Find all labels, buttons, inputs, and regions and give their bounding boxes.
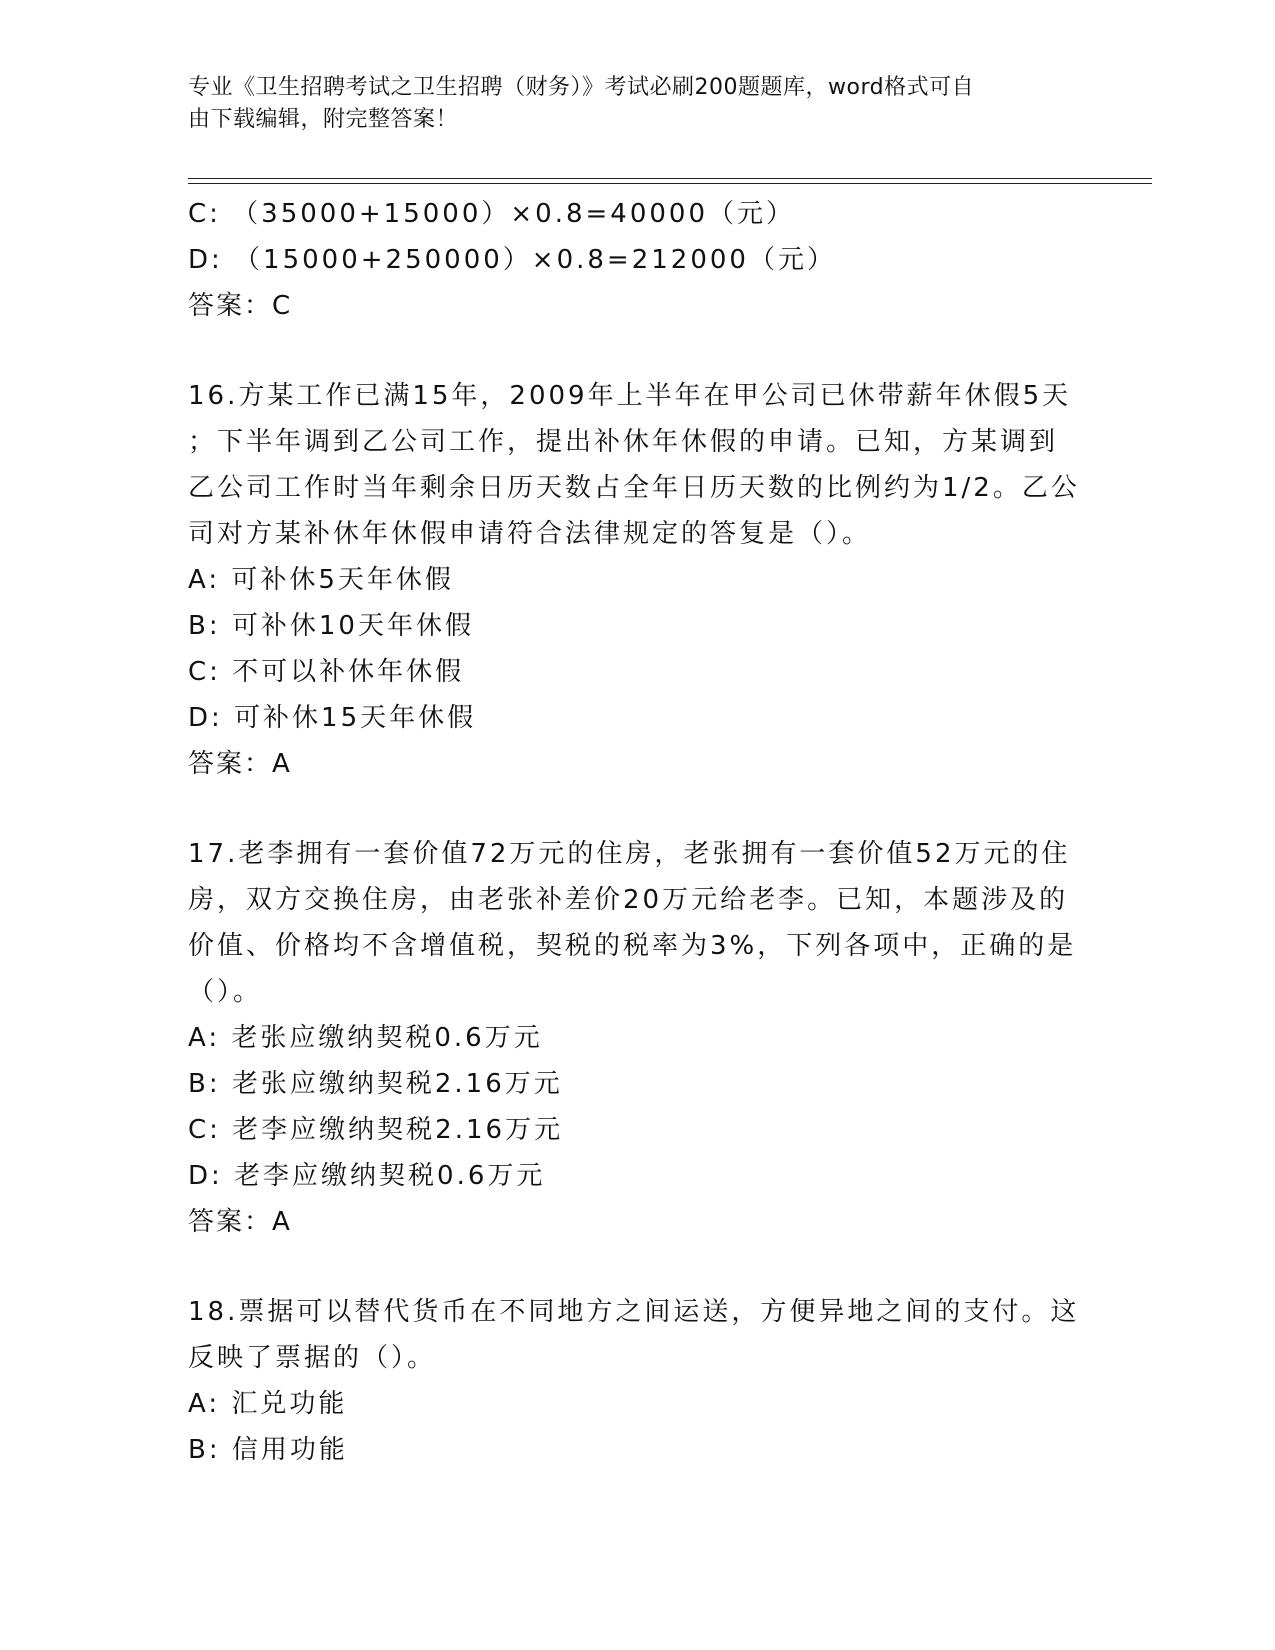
answer-line: 答案：A [188,1207,292,1237]
option-line: D: 可补休15天年休假 [188,703,477,733]
spacer [188,787,1088,831]
option-line: B: 可补休10天年休假 [188,611,474,641]
option-line: A: 汇兑功能 [188,1389,348,1419]
option-line: B: 老张应缴纳契税2.16万元 [188,1069,563,1099]
prev-question-block [188,191,1088,329]
question-stem-line: 18.票据可以替代货币在不同地方之间运送，方便异地之间的支付。这 [188,1297,1080,1327]
spacer [188,329,1088,373]
option-line: C: 老李应缴纳契税2.16万元 [188,1115,564,1145]
option-line: C: 不可以补休年休假 [188,657,465,687]
answer-line: 答案：A [188,749,292,779]
question-stem-line: ；下半年调到乙公司工作，提出补休年休假的申请。已知，方某调到 [188,427,1059,457]
option-line: A: 老张应缴纳契税0.6万元 [188,1023,543,1053]
question-stem-line: 价值、价格均不含增值税，契税的税率为3%，下列各项中，正确的是 [188,931,1077,961]
question-stem-line: 乙公司工作时当年剩余日历天数占全年日历天数的比例约为1/2。乙公 [188,473,1080,503]
question-stem-line: 司对方某补休年休假申请符合法律规定的答复是（）。 [188,519,872,549]
question-17 [188,831,1088,1245]
question-stem-line: （）。 [188,977,263,1007]
question-stem-line: 房，双方交换住房，由老张补差价20万元给老李。已知，本题涉及的 [188,885,1069,915]
answer-line: 答案：C [188,291,293,321]
question-16 [188,373,1088,787]
question-stem-line: 17.老李拥有一套价值72万元的住房，老张拥有一套价值52万元的住 [188,839,1071,869]
option-line: A: 可补休5天年休假 [188,565,454,595]
document-header [188,72,1068,136]
header-line-1: 专业《卫生招聘考试之卫生招聘（财务）》考试必刷200题题库，word格式可自 [188,75,975,100]
header-divider [188,178,1152,184]
question-stem-line: 16.方某工作已满15年，2009年上半年在甲公司已休带薪年休假5天 [188,381,1072,411]
spacer [188,1245,1088,1289]
option-line: D: （15000+250000）×0.8=212000（元） [188,245,836,275]
header-line-2: 由下载编辑，附完整答案！ [188,107,459,132]
question-content [188,191,1088,1473]
option-line: D: 老李应缴纳契税0.6万元 [188,1161,546,1191]
question-stem-line: 反映了票据的（）。 [188,1343,437,1373]
option-line: C: （35000+15000）×0.8=40000（元） [188,199,796,229]
question-18 [188,1289,1088,1473]
option-line: B: 信用功能 [188,1435,348,1465]
